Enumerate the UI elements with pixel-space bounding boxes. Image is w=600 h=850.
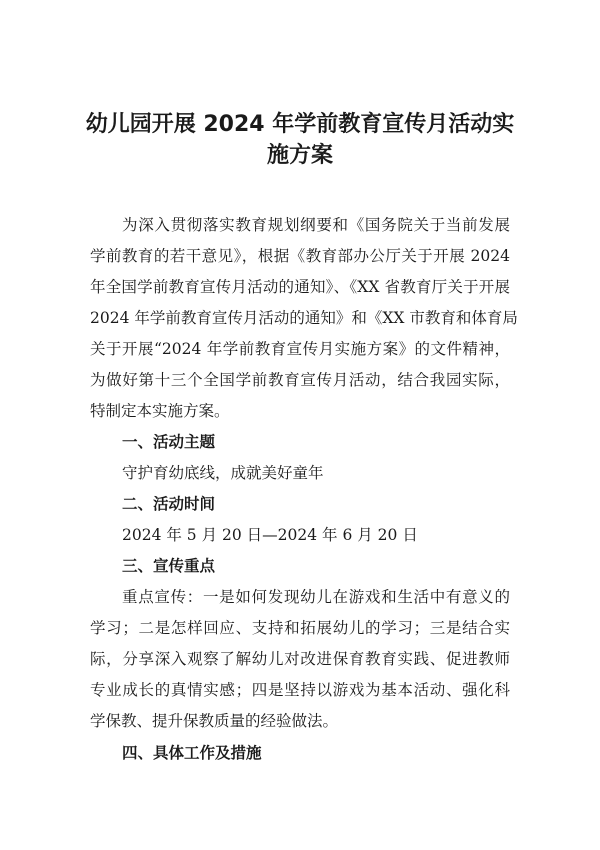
intro-paragraph-line: 关于开展“2024 年学前教育宣传月实施方案》的文件精神， <box>90 340 510 358</box>
focus-paragraph-line: 际，分享深入观察了解幼儿对改进保育教育实践、促进教师 <box>90 650 510 668</box>
intro-paragraph-line: 学前教育的若干意见》，根据《教育部办公厅关于开展 2024 <box>90 247 510 265</box>
focus-paragraph-line: 学保教、提升保教质量的经验做法。 <box>90 712 339 730</box>
focus-paragraph-line: 专业成长的真情实感；四是坚持以游戏为基本活动、强化科 <box>90 681 510 699</box>
focus-paragraph-line: 学习；二是怎样回应、支持和拓展幼儿的学习；三是结合实 <box>90 619 510 637</box>
intro-paragraph-line: 为深入贯彻落实教育规划纲要和《国务院关于当前发展 <box>122 216 510 234</box>
intro-paragraph-line: 2024 年学前教育宣传月活动的通知》和《XX 市教育和体育局 <box>90 309 518 327</box>
section-text-time: 2024 年 5 月 20 日—2024 年 6 月 20 日 <box>122 526 418 544</box>
section-heading-theme: 一、活动主题 <box>122 433 216 451</box>
section-heading-time: 二、活动时间 <box>122 495 216 513</box>
section-text-theme: 守护育幼底线，成就美好童年 <box>122 464 324 482</box>
intro-paragraph-line: 为做好第十三个全国学前教育宣传月活动，结合我园实际， <box>90 371 510 389</box>
section-heading-focus: 三、宣传重点 <box>122 557 216 575</box>
section-heading-measures: 四、具体工作及措施 <box>122 744 262 762</box>
focus-paragraph-line: 重点宣传：一是如何发现幼儿在游戏和生活中有意义的 <box>122 588 510 606</box>
document-title: 幼儿园开展 2024 年学前教育宣传月活动实 <box>85 112 515 137</box>
document-title-continued: 施方案 <box>266 143 333 168</box>
intro-paragraph-line: 年全国学前教育宣传月活动的通知》、《XX 省教育厅关于开展 <box>90 278 510 296</box>
intro-paragraph-line: 特制定本实施方案。 <box>90 402 230 420</box>
